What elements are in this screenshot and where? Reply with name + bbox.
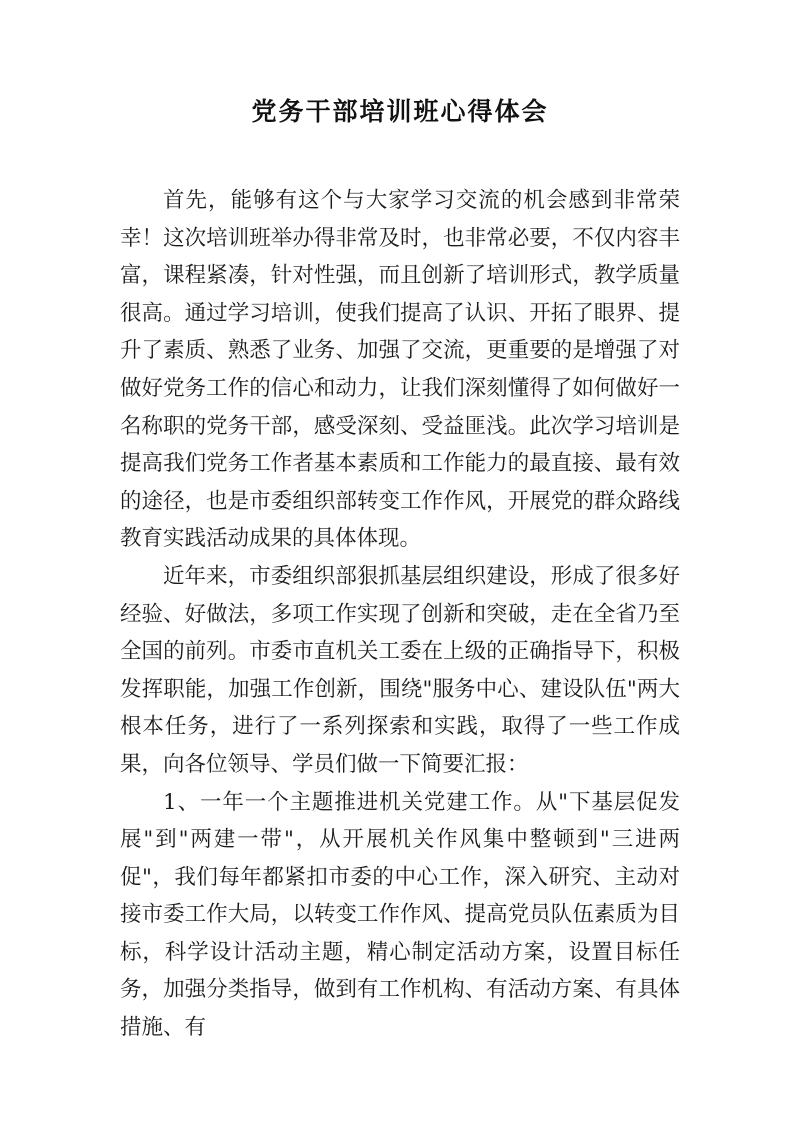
paragraph-item-1: 1、一年一个主题推进机关党建工作。从"下基层促发展"到"两建一带"，从开展机关作风集中整顿到"三进两促"，我们每年都紧扣市委的中心工作，深入研究、主动对接市委工作大局，以转变工作作风、提高党员队伍素质为目标，科学设计活动主题，精心制定活动方案，设置目标任务，加强分类指导，做到有工作机构、有活动方案、有具体措施、有 [120,789,680,1041]
document-title: 党务干部培训班心得体会 [251,97,549,126]
paragraph-recent-years: 近年来，市委组织部狠抓基层组织建设，形成了很多好经验、好做法，多项工作实现了创新和突破，走在全省乃至全国的前列。市委市直机关工委在上级的正确指导下，积极发挥职能，加强工作创新，围绕"服务中心、建设队伍"两大根本任务，进行了一系列探索和实践，取得了一些工作成果，向各位领导、学员们做一下简要汇报： [120,563,680,777]
paragraph-intro: 首先，能够有这个与大家学习交流的机会感到非常荣幸！这次培训班举办得非常及时，也非常必要，不仅内容丰富，课程紧凑，针对性强，而且创新了培训形式，教学质量很高。通过学习培训，使我们提高了认识、开拓了眼界、提升了素质、熟悉了业务、加强了交流，更重要的是增强了对做好党务工作的信心和动力，让我们深刻懂得了如何做好一名称职的党务干部，感受深刻、受益匪浅。此次学习培训是提高我们党务工作者基本素质和工作能力的最直接、最有效的途径，也是市委组织部转变工作作风，开展党的群众路线教育实践活动成果的具体体现。 [120,188,680,552]
document-body [120,182,680,1047]
